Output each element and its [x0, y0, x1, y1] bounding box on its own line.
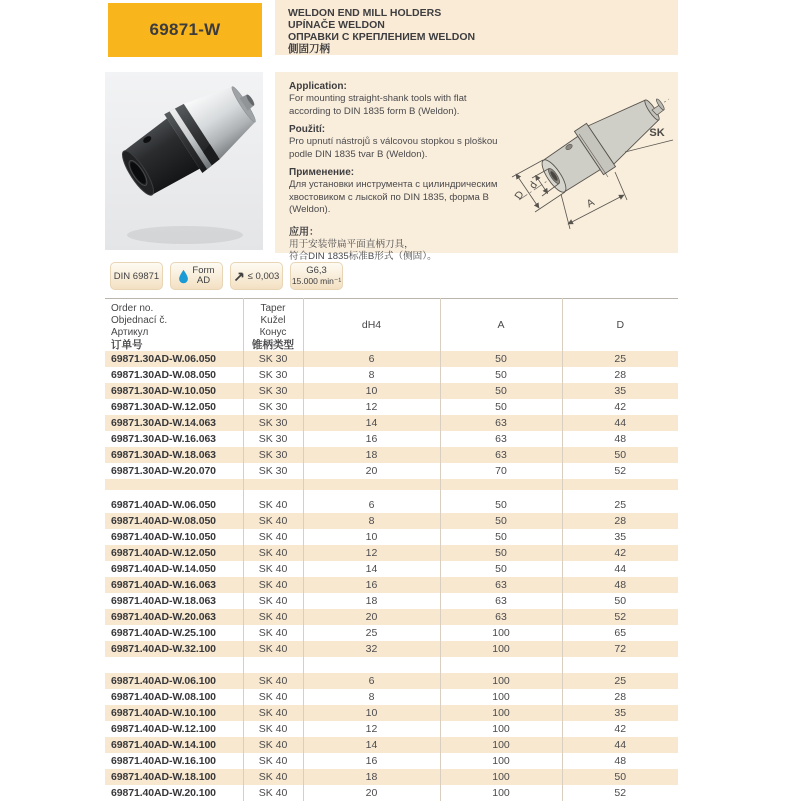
coolant-droplet-icon [178, 269, 189, 284]
spec-table [105, 298, 678, 801]
order-no-cell: 69871.40AD-W.06.100 [105, 673, 243, 689]
d-cell: 42 [562, 399, 678, 415]
dh4-cell: 16 [303, 577, 440, 593]
d-cell: 28 [562, 689, 678, 705]
table-header-row [105, 299, 678, 352]
order-no-cell: 69871.40AD-W.12.100 [105, 721, 243, 737]
a-cell: 100 [440, 753, 562, 769]
separator-cell [105, 479, 243, 490]
order-no-cell: 69871.30AD-W.10.050 [105, 383, 243, 399]
a-cell: 63 [440, 593, 562, 609]
taper-cell: SK 30 [243, 463, 303, 479]
table-row [105, 431, 678, 447]
taper-cell: SK 30 [243, 351, 303, 367]
header-dh4: dH4 [303, 299, 440, 352]
dh4-cell: 16 [303, 753, 440, 769]
application-line: Для установки инструмента с цилиндрическим [289, 179, 498, 190]
a-cell: 63 [440, 415, 562, 431]
a-cell: 50 [440, 513, 562, 529]
separator-cell [562, 479, 678, 490]
separator-cell [243, 479, 303, 490]
taper-cell: SK 40 [243, 561, 303, 577]
a-cell: 63 [440, 447, 562, 463]
a-cell: 70 [440, 463, 562, 479]
d-cell: 35 [562, 383, 678, 399]
title-line-en: WELDON END MILL HOLDERS [288, 7, 442, 19]
a-cell: 50 [440, 351, 562, 367]
dh4-cell: 12 [303, 399, 440, 415]
spec-table-body [105, 351, 678, 801]
order-no-cell: 69871.30AD-W.18.063 [105, 447, 243, 463]
table-row [105, 721, 678, 737]
taper-cell: SK 40 [243, 625, 303, 641]
table-row [105, 497, 678, 513]
a-cell: 100 [440, 737, 562, 753]
group-separator-row [105, 657, 678, 673]
header-d: D [562, 299, 678, 352]
a-cell: 63 [440, 431, 562, 447]
dim-label-outer-diameter: D [512, 188, 527, 202]
a-cell: 100 [440, 769, 562, 785]
dh4-cell: 6 [303, 497, 440, 513]
table-row [105, 577, 678, 593]
product-code-box [108, 3, 262, 57]
order-no-cell: 69871.40AD-W.12.050 [105, 545, 243, 561]
table-row [105, 737, 678, 753]
application-section-ru [289, 167, 504, 217]
taper-cell: SK 40 [243, 577, 303, 593]
order-no-cell: 69871.30AD-W.20.070 [105, 463, 243, 479]
header-a: A [440, 299, 562, 352]
badge-form-line2: AD [196, 275, 211, 286]
table-row [105, 399, 678, 415]
separator-cell [303, 490, 440, 497]
taper-cell: SK 40 [243, 737, 303, 753]
d-cell: 52 [562, 609, 678, 625]
application-line: 用于安装带扁平面直柄刀具， [289, 238, 414, 250]
application-section-cs [289, 124, 504, 161]
a-cell: 63 [440, 577, 562, 593]
order-no-cell: 69871.40AD-W.16.100 [105, 753, 243, 769]
dh4-cell: 6 [303, 673, 440, 689]
taper-cell: SK 40 [243, 529, 303, 545]
application-line: according to DIN 1835 form B (Weldon). [289, 105, 460, 117]
dh4-cell: 6 [303, 351, 440, 367]
a-cell: 100 [440, 785, 562, 801]
d-cell: 44 [562, 415, 678, 431]
a-cell: 50 [440, 561, 562, 577]
application-section-en [289, 81, 504, 118]
a-cell: 50 [440, 367, 562, 383]
taper-cell: SK 40 [243, 689, 303, 705]
a-cell: 50 [440, 399, 562, 415]
application-heading: Применение: [289, 167, 355, 178]
separator-cell [243, 657, 303, 673]
order-no-cell: 69871.40AD-W.06.050 [105, 497, 243, 513]
dh4-cell: 14 [303, 737, 440, 753]
taper-cell: SK 40 [243, 673, 303, 689]
separator-cell [243, 490, 303, 497]
order-no-cell: 69871.30AD-W.08.050 [105, 367, 243, 383]
dh4-cell: 20 [303, 609, 440, 625]
table-row [105, 609, 678, 625]
taper-cell: SK 40 [243, 609, 303, 625]
runout-arrow-icon [234, 271, 245, 282]
taper-cell: SK 30 [243, 415, 303, 431]
table-row [105, 351, 678, 367]
order-no-cell: 69871.30AD-W.06.050 [105, 351, 243, 367]
order-no-cell: 69871.40AD-W.10.100 [105, 705, 243, 721]
info-panel [275, 72, 678, 262]
d-cell: 42 [562, 721, 678, 737]
d-cell: 50 [562, 769, 678, 785]
dh4-cell: 16 [303, 431, 440, 447]
table-row [105, 785, 678, 801]
d-cell: 72 [562, 641, 678, 657]
a-cell: 50 [440, 497, 562, 513]
group-separator-row [105, 490, 678, 497]
taper-cell: SK 30 [243, 399, 303, 415]
d-cell: 50 [562, 593, 678, 609]
d-cell: 35 [562, 529, 678, 545]
order-no-cell: 69871.40AD-W.32.100 [105, 641, 243, 657]
d-cell: 50 [562, 447, 678, 463]
table-row [105, 383, 678, 399]
order-no-cell: 69871.40AD-W.10.050 [105, 529, 243, 545]
taper-cell: SK 30 [243, 447, 303, 463]
taper-cell: SK 30 [243, 431, 303, 447]
d-cell: 65 [562, 625, 678, 641]
product-code: 69871-W [149, 20, 221, 39]
application-heading: Application: [289, 81, 347, 92]
dh4-cell: 18 [303, 593, 440, 609]
application-section-zh [289, 223, 504, 264]
title-band [275, 0, 678, 55]
application-text [289, 81, 504, 264]
separator-cell [303, 479, 440, 490]
badge-din-standard [110, 262, 163, 290]
table-row [105, 593, 678, 609]
badge-coolant-form [170, 262, 223, 290]
a-cell: 100 [440, 625, 562, 641]
a-cell: 63 [440, 609, 562, 625]
group-separator-row [105, 479, 678, 490]
d-cell: 42 [562, 545, 678, 561]
table-row [105, 641, 678, 657]
a-cell: 100 [440, 721, 562, 737]
badge-runout [230, 262, 283, 290]
table-row [105, 753, 678, 769]
table-row [105, 673, 678, 689]
separator-cell [440, 479, 562, 490]
separator-cell [105, 490, 243, 497]
taper-cell: SK 40 [243, 785, 303, 801]
a-cell: 50 [440, 529, 562, 545]
order-no-cell: 69871.40AD-W.25.100 [105, 625, 243, 641]
taper-cell: SK 40 [243, 721, 303, 737]
table-row [105, 769, 678, 785]
order-no-cell: 69871.40AD-W.08.100 [105, 689, 243, 705]
order-no-cell: 69871.40AD-W.16.063 [105, 577, 243, 593]
separator-cell [562, 657, 678, 673]
a-cell: 100 [440, 689, 562, 705]
table-row [105, 513, 678, 529]
d-cell: 25 [562, 497, 678, 513]
d-cell: 25 [562, 351, 678, 367]
badge-runout-value: ≤ 0,003 [247, 270, 280, 282]
header-taper: Taper Kužel Конус 锥柄类型 [243, 299, 303, 352]
badge-din-label: DIN 69871 [113, 270, 160, 282]
d-cell: 44 [562, 737, 678, 753]
dh4-cell: 20 [303, 463, 440, 479]
table-row [105, 367, 678, 383]
application-line: For mounting straight-shank tools with flat [289, 93, 467, 104]
product-photo-image [105, 72, 263, 250]
application-line: Pro upnutí nástrojů s válcovou stopkou s ploškou [289, 136, 498, 147]
dh4-cell: 8 [303, 689, 440, 705]
taper-cell: SK 40 [243, 641, 303, 657]
d-cell: 48 [562, 577, 678, 593]
taper-cell: SK 40 [243, 769, 303, 785]
d-cell: 52 [562, 463, 678, 479]
table-row [105, 415, 678, 431]
table-row [105, 561, 678, 577]
dh4-cell: 8 [303, 513, 440, 529]
d-cell: 35 [562, 705, 678, 721]
dh4-cell: 8 [303, 367, 440, 383]
a-cell: 100 [440, 705, 562, 721]
dh4-cell: 10 [303, 529, 440, 545]
dh4-cell: 32 [303, 641, 440, 657]
dh4-cell: 12 [303, 721, 440, 737]
separator-cell [440, 657, 562, 673]
a-cell: 100 [440, 641, 562, 657]
separator-cell [303, 657, 440, 673]
d-cell: 48 [562, 753, 678, 769]
d-cell: 44 [562, 561, 678, 577]
table-row [105, 529, 678, 545]
order-no-cell: 69871.40AD-W.18.063 [105, 593, 243, 609]
application-line: хвостовиком с лыской по DIN 1835, форма B (Weldon). [289, 191, 489, 215]
taper-cell: SK 30 [243, 383, 303, 399]
application-line: 符合DIN 1835标准B形式（侧固）。 [289, 251, 437, 262]
d-cell: 48 [562, 431, 678, 447]
taper-cell: SK 40 [243, 545, 303, 561]
dh4-cell: 12 [303, 545, 440, 561]
d-cell: 28 [562, 513, 678, 529]
dh4-cell: 14 [303, 561, 440, 577]
order-no-cell: 69871.40AD-W.20.063 [105, 609, 243, 625]
separator-cell [440, 490, 562, 497]
dh4-cell: 18 [303, 447, 440, 463]
a-cell: 50 [440, 383, 562, 399]
application-line: podle DIN 1835 tvar B (Weldon). [289, 148, 428, 160]
d-cell: 28 [562, 367, 678, 383]
header-order-no: Order no. Objednací č. Артикул 订单号 [105, 299, 243, 352]
dh4-cell: 20 [303, 785, 440, 801]
dh4-cell: 10 [303, 705, 440, 721]
taper-cell: SK 40 [243, 513, 303, 529]
a-cell: 50 [440, 545, 562, 561]
application-heading: 应用： [289, 226, 319, 238]
title-line-zh: 側固刀柄 [288, 43, 330, 55]
badge-balancing-line1: G6,3 [306, 264, 327, 276]
dh4-cell: 10 [303, 383, 440, 399]
application-heading: Použití: [289, 124, 326, 135]
order-no-cell: 69871.40AD-W.08.050 [105, 513, 243, 529]
badge-form-line1: Form [192, 265, 215, 276]
d-cell: 25 [562, 673, 678, 689]
separator-cell [562, 490, 678, 497]
feature-badges [110, 262, 343, 290]
title-line-ru: ОПРАВКИ С КРЕПЛЕНИЕМ WELDON [288, 31, 476, 43]
badge-balancing [290, 262, 343, 290]
dh4-cell: 14 [303, 415, 440, 431]
table-row [105, 625, 678, 641]
d-cell: 52 [562, 785, 678, 801]
table-row [105, 705, 678, 721]
table-row [105, 463, 678, 479]
table-row [105, 447, 678, 463]
dim-label-length: A [584, 196, 597, 211]
product-photo-panel [105, 72, 263, 250]
taper-cell: SK 40 [243, 593, 303, 609]
taper-cell: SK 40 [243, 705, 303, 721]
dh4-cell: 18 [303, 769, 440, 785]
table-row [105, 545, 678, 561]
title-line-cs: UPÍNAČE WELDON [288, 19, 385, 31]
badge-balancing-line2: 15.000 min⁻¹ [291, 275, 342, 286]
order-no-cell: 69871.40AD-W.18.100 [105, 769, 243, 785]
dh4-cell: 25 [303, 625, 440, 641]
order-no-cell: 69871.30AD-W.14.063 [105, 415, 243, 431]
taper-cell: SK 40 [243, 753, 303, 769]
order-no-cell: 69871.40AD-W.14.100 [105, 737, 243, 753]
taper-cell: SK 30 [243, 367, 303, 383]
separator-cell [105, 657, 243, 673]
technical-drawing [491, 73, 676, 251]
table-row [105, 689, 678, 705]
taper-label: SK [649, 127, 665, 139]
order-no-cell: 69871.30AD-W.12.050 [105, 399, 243, 415]
order-no-cell: 69871.40AD-W.14.050 [105, 561, 243, 577]
taper-cell: SK 40 [243, 497, 303, 513]
dim-label-bore-diameter: d [526, 179, 541, 192]
order-no-cell: 69871.40AD-W.20.100 [105, 785, 243, 801]
a-cell: 100 [440, 673, 562, 689]
order-no-cell: 69871.30AD-W.16.063 [105, 431, 243, 447]
